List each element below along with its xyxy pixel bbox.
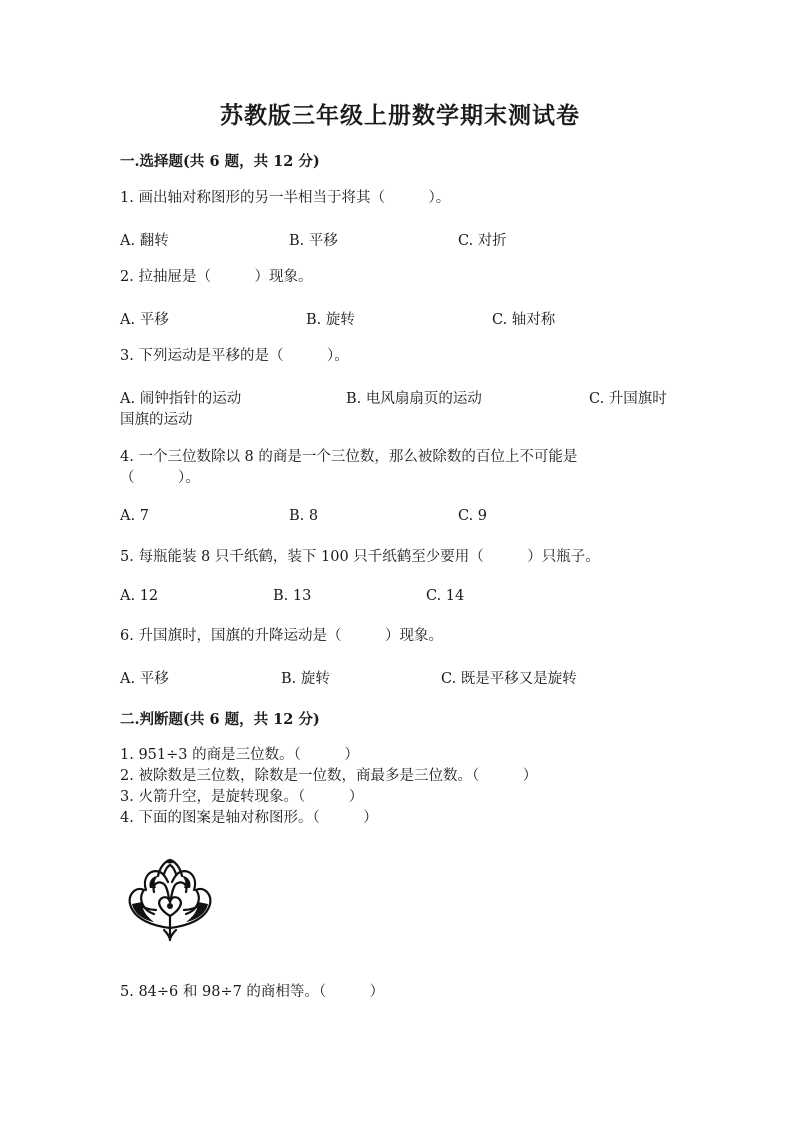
q2-option-a: A. 平移 <box>120 312 169 328</box>
q3-option-a: A. 闹钟指针的运动 <box>120 391 242 407</box>
q4-option-b: B. 8 <box>289 508 319 524</box>
q6-option-a: A. 平移 <box>120 671 169 687</box>
question-1: 1. 画出轴对称图形的另一半相当于将其（ ）。 <box>120 190 451 206</box>
q5-option-b: B. 13 <box>273 588 312 604</box>
q5-option-a: A. 12 <box>120 588 159 604</box>
q5-option-c: C. 14 <box>426 588 465 604</box>
tf-question-4: 4. 下面的图案是轴对称图形。（ ） <box>120 810 378 826</box>
q3-option-c: C. 升国旗时 <box>589 391 667 407</box>
q1-option-b: B. 平移 <box>289 233 338 249</box>
q3-option-c-continued: 国旗的运动 <box>120 412 193 428</box>
q6-option-b: B. 旋转 <box>281 671 330 687</box>
question-4: 4. 一个三位数除以 8 的商是一个三位数，那么被除数的百位上不可能是 <box>120 449 578 465</box>
q1-option-a: A. 翻转 <box>120 233 169 249</box>
section-heading-multiple-choice: 一.选择题(共 6 题，共 12 分) <box>120 153 320 170</box>
tf-question-3: 3. 火箭升空，是旋转现象。（ ） <box>120 789 364 805</box>
question-3: 3. 下列运动是平移的是（ ）。 <box>120 348 349 364</box>
page-title: 苏教版三年级上册数学期末测试卷 <box>220 102 580 129</box>
q3-option-b: B. 电风扇扇页的运动 <box>346 391 482 407</box>
question-5: 5. 每瓶能装 8 只千纸鹤，装下 100 只千纸鹤至少要用（ ）只瓶子。 <box>120 549 600 565</box>
question-2: 2. 拉抽屉是（ ）现象。 <box>120 269 313 285</box>
tf-question-5: 5. 84÷6 和 98÷7 的商相等。（ ） <box>120 984 385 1000</box>
q2-option-c: C. 轴对称 <box>492 312 556 328</box>
q4-option-a: A. 7 <box>120 508 149 524</box>
section-heading-true-false: 二.判断题(共 6 题，共 12 分) <box>120 711 320 728</box>
q1-option-c: C. 对折 <box>458 233 507 249</box>
symmetric-pattern-figure <box>124 858 216 942</box>
tf-question-2: 2. 被除数是三位数，除数是一位数，商最多是三位数。（ ） <box>120 768 538 784</box>
question-4-continued: （ ）。 <box>120 470 200 486</box>
question-6: 6. 升国旗时，国旗的升降运动是（ ）现象。 <box>120 628 443 644</box>
q4-option-c: C. 9 <box>458 508 488 524</box>
tf-question-1: 1. 951÷3 的商是三位数。（ ） <box>120 747 359 763</box>
q2-option-b: B. 旋转 <box>306 312 355 328</box>
q6-option-c: C. 既是平移又是旋转 <box>441 671 577 687</box>
